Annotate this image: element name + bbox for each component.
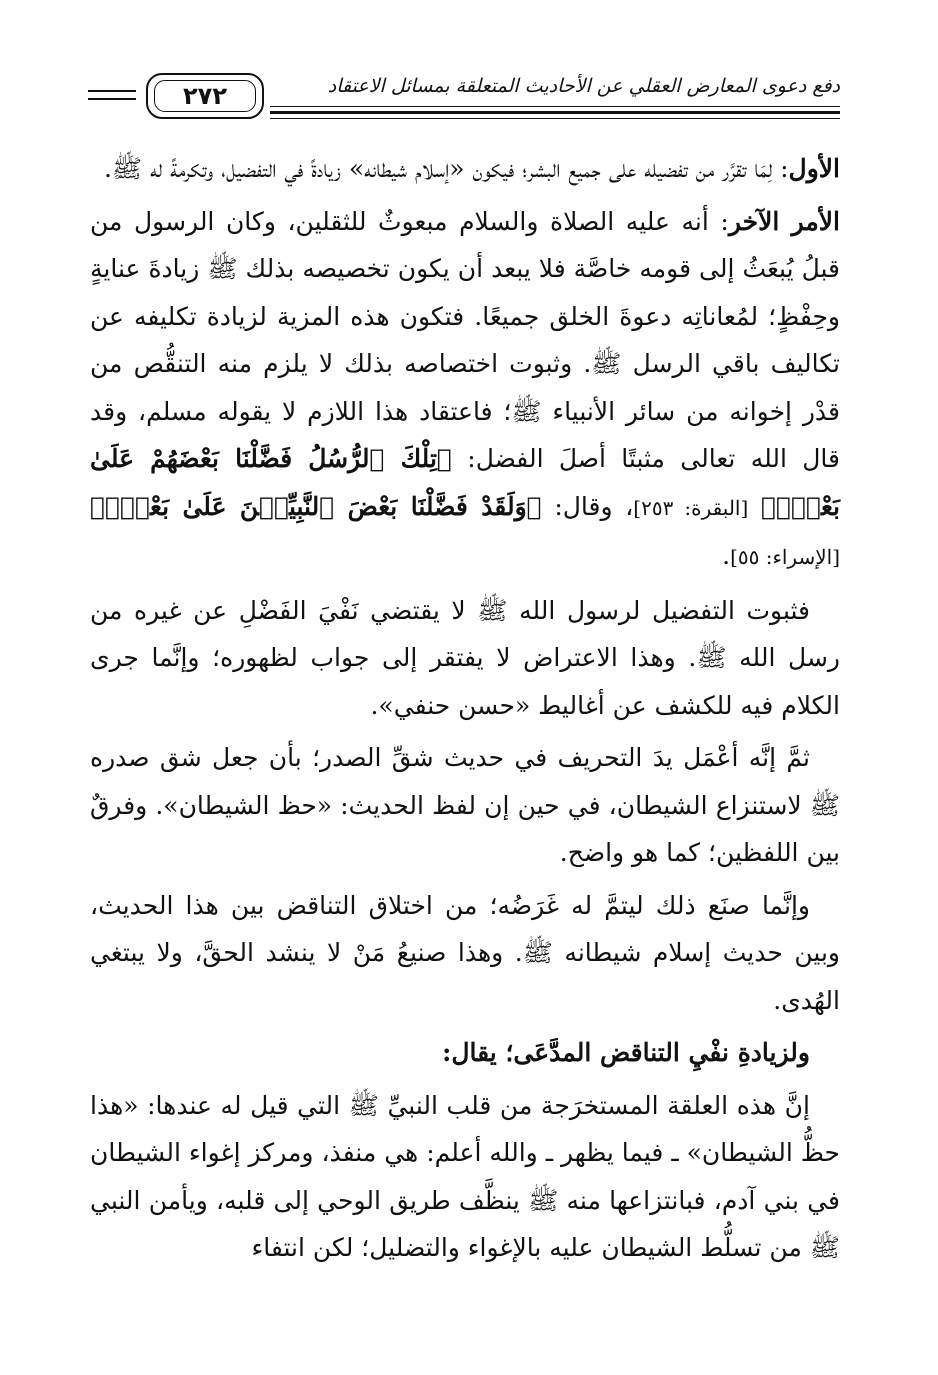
verse-reference: [الإسراء: ٥٥] bbox=[730, 545, 840, 569]
header-rule-left-top bbox=[88, 90, 136, 92]
paragraph: فثبوت التفضيل لرسول الله ﷺ لا يقتضي نَفْيَ الفَضْلِ عن غيره من رسل الله ﷺ. وهذا الاعتراض لا يفتقر إلى جواب لظهوره؛ وإنَّما جرى الكلام فيه للكشف عن أغاليط «حسن حنفي». bbox=[90, 595, 840, 720]
quran-verse: ﴿وَلَقَدْ فَضَّلْنَا بَعْضَ ٱلنَّبِيِّـۧنَ عَلَىٰ بَعْضٍۖ﴾ bbox=[90, 491, 542, 521]
paragraph-text: : أنه عليه الصلاة والسلام مبعوثٌ للثقلين، وكان الرسول من قبلُ يُبعَثُ إلى قومه خاصَّة فلا يبعد أن يكون تخصيصه بذلك ﷺ زيادةَ عنايةٍ وحِفْظٍ؛ لمُعاناتِه دعوةَ الخلق جميعًا. فتكون هذه المزية لزيادة تكليفه عن تكاليف باقي الرسل ﷺ. وثبوت اختصاصه بذلك لا يلزم منه التنقُّص من قدْر إخوانه من سائر الأنبياء ﷺ؛ فاعتقاد هذا اللازم لا يقوله مسلم، وقد قال الله تعالى مثبتًا أصلَ الفضل: bbox=[90, 206, 841, 473]
page-number: ٢٧٢ bbox=[154, 80, 256, 112]
section-heading: ولزيادةِ نفْيِ التناقض المدَّعَى؛ يقال: bbox=[442, 1038, 810, 1067]
header-rule-top bbox=[270, 106, 840, 107]
paragraph-text: . bbox=[722, 541, 731, 570]
verse-reference: [البقرة: ٢٥٣] bbox=[633, 495, 749, 520]
header-rule-left-bottom bbox=[88, 98, 136, 100]
page-number-frame bbox=[146, 73, 264, 119]
page-header bbox=[88, 70, 840, 130]
paragraph-lead: الأمر الآخر bbox=[728, 206, 840, 236]
header-rule-middle bbox=[270, 111, 840, 114]
page-body bbox=[90, 145, 840, 1277]
paragraph-text: ، وقال: bbox=[541, 491, 634, 521]
paragraph: وإنَّما صنَع ذلك ليتمَّ له غَرَضُه؛ من اختلاق التناقض بين هذا الحديث، وبين حديث إسلام شيطانه ﷺ. وهذا صنيعُ مَنْ لا ينشد الحقَّ، ولا يبتغي الهُدى. bbox=[90, 890, 840, 1015]
header-rule-bottom bbox=[270, 118, 840, 119]
running-title: دفع دعوى المعارض العقلي عن الأحاديث المتعلقة بمسائل الاعتقاد bbox=[327, 75, 840, 97]
paragraph: إنَّ هذه العلقة المستخرَجة من قلب النبيِّ ﷺ التي قيل له عندها: «هذا حظُّ الشيطان» ـ فيما يظهر ـ والله أعلم: هي منفذ، ومركز إغواء الشيطان في بني آدم، فبانتزاعها منه ﷺ ينظَّف طريق الوحي إلى قلبه، ويأمن النبي ﷺ من تسلُّط الشيطان عليه بالإغواء والتضليل؛ لكن انتفاء bbox=[90, 1090, 840, 1262]
paragraph-lead: الأول bbox=[788, 154, 840, 183]
paragraph-text: : لِمَا تقرَّر من تفضيله على جميع البشر؛ فيكون «إسلام شيطانه» زيادةً في التفضيل، وتكرمةً له ﷺ. bbox=[103, 154, 789, 183]
quran-verse: ﴿تِلْكَ ٱلرُّسُلُ فَضَّلْنَا بَعْضَهُمْ عَلَىٰ بَعْضٍۘ﴾ bbox=[90, 444, 840, 521]
paragraph-first-point bbox=[90, 145, 840, 193]
paragraph: ثمَّ إنَّه أعْمَل يدَ التحريف في حديث شقِّ الصدر؛ بأن جعل شق صدره ﷺ لاستنزاع الشيطان، في حين إن لفظ الحديث: «حظ الشيطان». وفرقٌ بين اللفظين؛ كما هو واضح. bbox=[90, 743, 840, 867]
paragraph-second-point bbox=[90, 198, 840, 582]
